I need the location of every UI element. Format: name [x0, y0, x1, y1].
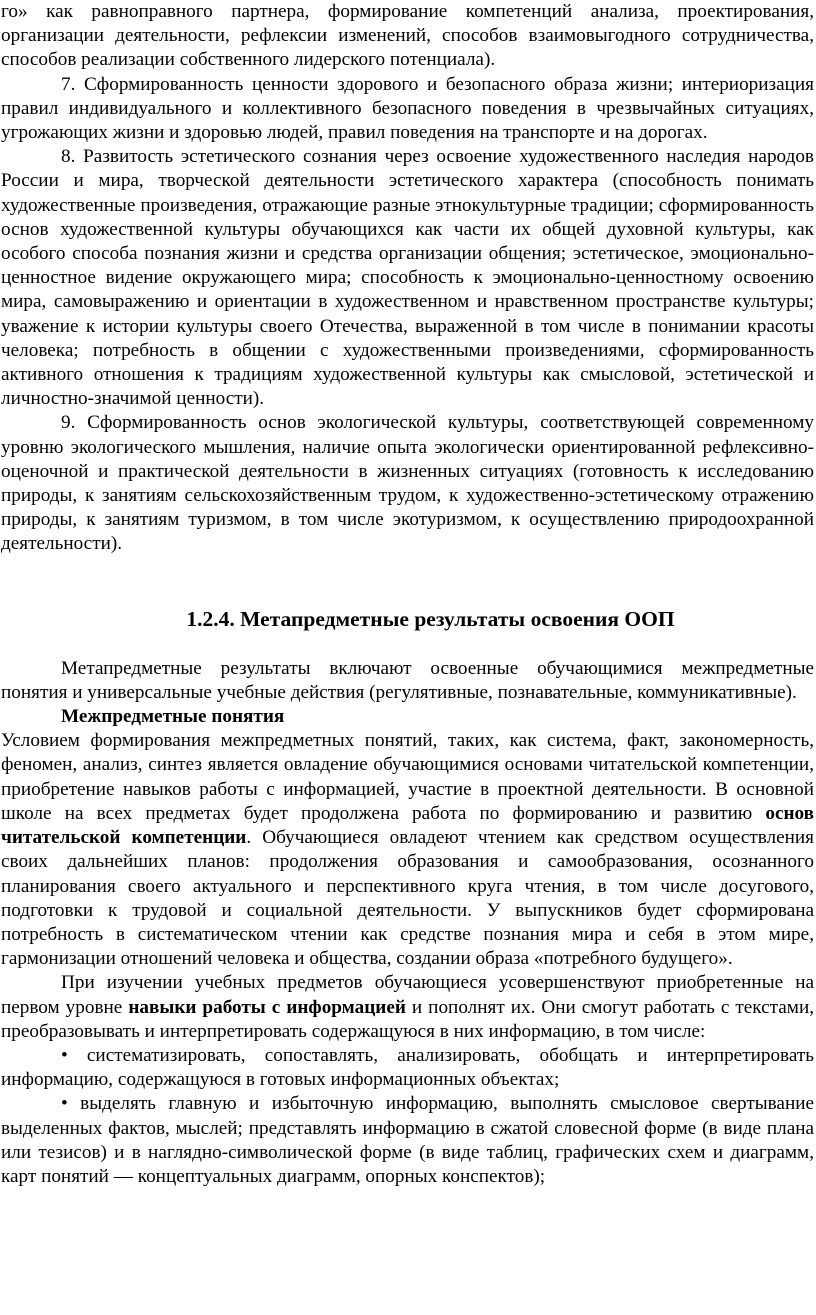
info-bold-phrase: навыки работы с информацией	[128, 996, 406, 1018]
spacer	[1, 557, 814, 605]
paragraph-continuation: го» как равноправного партнера, формирование компетенций анализа, проектирования, организации деятельности, рефлексии изменений, способов взаимовыгодного сотрудничества, способов реализации собственного лидерского потенциала).	[1, 1, 814, 71]
paragraph-item-7: 7. Сформированность ценности здорового и безопасного образа жизни; интериоризация правил индивидуального и коллективного безопасного поведения в чрезвычайных ситуациях, угрожающих жизни и здоровью людей, правил поведения на транспорте и на дорогах.	[1, 73, 814, 144]
concepts-text-a: Условием формирования межпредметных понятий, таких, как система, факт, закономерность, феномен, анализ, синтез является овладение обучающимися основами читательской компетенции, приобретение навыков работы с информацией, участие в проектной деятельности. В основной школе на всех предметах будет продолжена работа по формированию и развитию	[1, 730, 814, 824]
spacer	[1, 633, 814, 657]
paragraph-item-9: 9. Сформированность основ экологической культуры, соответствующей современному уровню экологического мышления, наличие опыта экологически ориентированной рефлексивно-оценочной и практической деятельности в жизненных ситуациях (готовность к исследованию природы, к занятиям сельскохозяйственным трудом, к художественно-эстетическому отражению природы, к занятиям туризмом, в том числе экотуризмом, к осуществлению природоохранной деятельности).	[1, 412, 814, 555]
info-text-c: и пополнят их. Они смогут работать с текстами, преобразовывать и интерпретировать содержащуюся в них информацию, в том числе:	[1, 996, 815, 1042]
bullet-item: • выделять главную и избыточную информацию, выполнять смысловое свертывание выделенных фактов, мыслей; представлять информацию в сжатой словесной форме (в виде плана или тезисов) и в наглядно-символической форме (в виде таблиц, графических схем и диаграмм, карт понятий — концептуальных диаграмм, опорных конспектов);	[1, 1093, 814, 1187]
concepts-bold-phrase: основ читательской компетенции	[1, 802, 814, 849]
concepts-paragraph	[1, 729, 814, 971]
section-heading: 1.2.4. Метапредметные результаты освоения ООП	[186, 606, 675, 631]
meta-intro-paragraph: Метапредметные результаты включают освоенные обучающимися межпредметные понятия и универсальные учебные действия (регулятивные, познавательные, коммуникативные).	[1, 657, 814, 703]
concepts-text-c: . Обучающиеся овладеют чтением как средством осуществления своих дальнейших планов: продолжения образования и самообразования, осознанного планирования своего актуального и перспективного круга чтения, в том числе досугового, подготовки к трудовой и социальной деятельности. У выпускников будет сформирована потребность в систематическом чтении как средстве познания мира и себя в этом мире, гармонизации отношений человека и общества, создании образа «потребного будущего».	[1, 827, 814, 970]
bullet-item: • систематизировать, сопоставлять, анализировать, обобщать и интерпретировать информацию, содержащуюся в готовых информационных объектах;	[1, 1044, 814, 1091]
subheading-interdisciplinary-concepts: Межпредметные понятия	[61, 706, 285, 728]
info-skills-paragraph	[1, 971, 814, 1044]
paragraph-item-8: 8. Развитость эстетического сознания через освоение художественного наследия народов России и мира, творческой деятельности эстетического характера (способность понимать художественные произведения, отражающие разные этнокультурные традиции; сформированность основ художественной культуры обучающихся как части их общей духовной культуры, как особого способа познания жизни и средства организации общения; эстетическое, эмоционально-ценностное видение окружающего мира; способность к эмоционально-ценностному освоению мира, самовыражению и ориентации в художественном и нравственном пространстве культуры; уважение к истории культуры своего Отечества, выраженной в том числе в понимании красоты человека; потребность в общении с художественными произведениями, сформированность активного отношения к традициям художественной культуры как смысловой, эстетической и личностно-значимой ценности).	[1, 146, 814, 410]
info-text-a: При изучении учебных предметов обучающиеся усовершенствуют приобретенные на первом уровне	[1, 972, 814, 1018]
